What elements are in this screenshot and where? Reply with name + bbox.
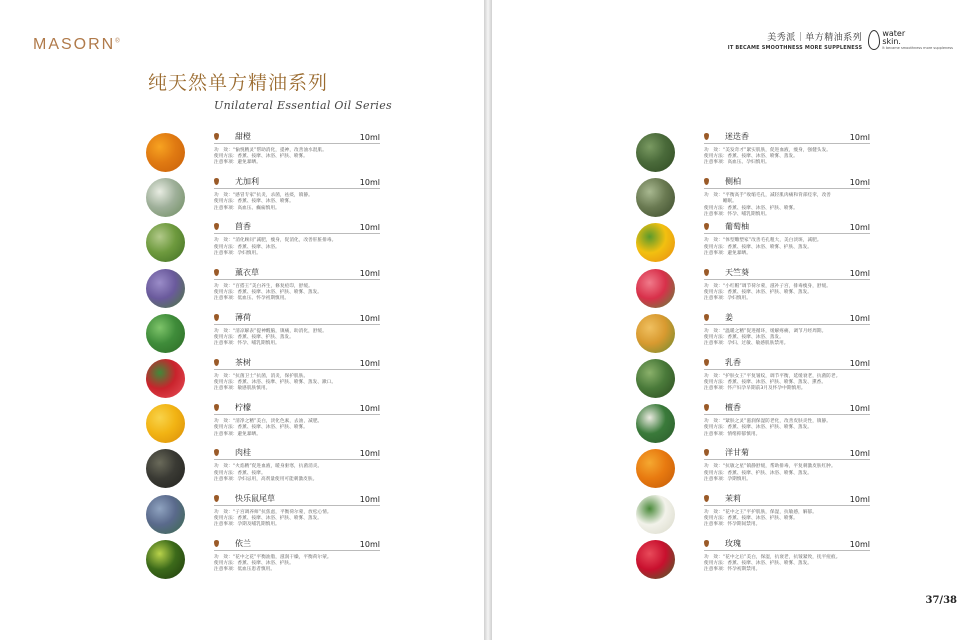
oil-description-line: 注意事项：孕妇忌用，高剂量使用可能刺激皮肤。 (214, 476, 318, 482)
oil-drop-icon (214, 269, 219, 276)
oil-volume: 10ml (359, 223, 380, 233)
brand-logo: MASORN® (33, 36, 120, 53)
oil-photo (146, 133, 185, 172)
oil-description-line: 功 效：“愉悦精灵”帮助消化，提神，改善油水混肌。 (214, 148, 327, 153)
oil-description-line: 使用方法：香薰、按摩、沐浴、蒸发。 (704, 334, 784, 340)
oil-photo (146, 404, 185, 443)
oil-volume: 10ml (849, 449, 870, 459)
oil-photo (146, 540, 185, 579)
oil-description-line: 功 效：“花中之后”美白，保湿，抗衰老，抗皱紧致，抚平痘痕。 (704, 554, 841, 560)
oil-name: 玫瑰 (725, 538, 741, 548)
oil-photo (636, 133, 675, 172)
oil-description (214, 193, 380, 212)
oil-description (704, 555, 870, 574)
oil-name: 侧柏 (725, 177, 741, 187)
oil-description-line: 注意事项：孕妇、过敏、敏感肌肤禁用。 (704, 341, 789, 347)
oil-drop-icon (214, 359, 219, 366)
oil-drop-icon (214, 449, 219, 456)
oil-description (704, 374, 870, 393)
oil-header (704, 402, 870, 415)
oil-header (704, 538, 870, 551)
left-page (0, 0, 484, 640)
oil-description-line: 使用方法：香薰、按摩、沐浴、护肤、喷雾、蒸发。 (214, 289, 322, 295)
oil-description (704, 464, 870, 483)
oil-description (704, 284, 870, 303)
oil-drop-icon (214, 133, 219, 140)
oil-photo (146, 269, 185, 308)
oil-description-line: 注意事项：怀孕、哺乳期慎用。 (214, 341, 280, 347)
page-number: 37/38 (925, 595, 957, 606)
oil-description-line: 功 效：“温暖之精”促进循环，缓解疼痛，调节月经周期。 (704, 328, 827, 334)
oil-photo (146, 449, 185, 488)
oil-photo (636, 269, 675, 308)
oil-name: 茶树 (235, 357, 251, 367)
oil-drop-icon (704, 359, 709, 366)
oil-description-line: 使用方法：香薰、按摩、沐浴、护肤、喷雾。 (214, 154, 308, 160)
oil-volume: 10ml (849, 404, 870, 414)
oil-name: 尤加利 (235, 177, 259, 187)
oil-description (704, 510, 870, 529)
oil-description (704, 329, 870, 348)
oil-volume: 10ml (359, 268, 380, 278)
oil-photo (636, 359, 675, 398)
oil-volume: 10ml (849, 133, 870, 142)
oil-photo (636, 178, 675, 217)
oil-volume: 10ml (849, 223, 870, 233)
oil-drop-icon (704, 223, 709, 230)
oil-description (214, 419, 380, 438)
oil-description-line: 使用方法：香薰、按摩。 (214, 470, 266, 476)
oil-description (214, 284, 380, 303)
oil-description-line: 注意事项：高血压、孕妇慎用。 (704, 160, 770, 166)
oil-drop-icon (214, 178, 219, 185)
oil-description-line: 使用方法：香薰、按摩、沐浴、喷雾、护肤、蒸发。 (704, 244, 812, 250)
oil-description-line: 注意事项：避免暴晒。 (704, 250, 751, 256)
brand-slogan: IT BECAME SMOOTHNESS MORE SUPPLENESS (727, 45, 863, 51)
oil-volume: 10ml (359, 539, 380, 549)
oil-name: 洋甘菊 (725, 448, 749, 458)
oil-description-line: 使用方法：香薰、按摩、沐浴、护肤、喷雾、蒸发。 (214, 515, 322, 521)
oil-photo (636, 404, 675, 443)
oil-name: 肉桂 (235, 448, 251, 458)
oil-drop-icon (704, 133, 709, 140)
oil-description-line: 功 效：“消化顾问”减肥，瘦身，促消化，改善肝脏排毒。 (214, 238, 337, 244)
logo-word-water: water (882, 29, 906, 38)
oil-description-line: 功 效：“清凉解表”提神醒脑，镇痛，助消化，舒缓。 (214, 328, 327, 334)
oil-header (214, 538, 380, 551)
oil-volume: 10ml (359, 404, 380, 414)
oil-description-line: 使用方法：香薰、按摩、沐浴。 (214, 244, 280, 250)
oil-description-line: 使用方法：香薰、按摩、沐浴、护肤、喷雾、蒸发。 (704, 425, 812, 431)
oil-description-line: 使用方法：香薰、按摩、沐浴、护肤、喷雾、蒸发。 (704, 560, 812, 566)
page-title: 纯天然单方精油系列 (148, 72, 329, 94)
oil-description-line: 注意事项：孕期及哺乳期慎用。 (214, 521, 280, 527)
oil-photo (146, 314, 185, 353)
oil-description-line: 注意事项：孕妇慎用。 (214, 250, 261, 256)
right-page (492, 0, 977, 640)
oil-description (214, 374, 380, 393)
oil-name: 迷迭香 (725, 132, 749, 141)
oil-description-line: 功 效：“抗菌卫士”抗菌，消炎，保护肌肤。 (214, 373, 309, 379)
oil-volume: 10ml (359, 449, 380, 459)
logo-tagline: It became smoothness more suppleness (882, 46, 953, 50)
oil-photo (146, 223, 185, 262)
oil-description-line: 功 效：“感冒专家”抗炎，杀菌，祛痰，镇静。 (214, 193, 313, 199)
oil-description (704, 193, 870, 218)
oil-drop-icon (704, 540, 709, 547)
oil-drop-icon (214, 404, 219, 411)
oil-header (214, 402, 380, 415)
oil-description-line: 使用方法：香薰、按摩、沐浴、护肤、喷雾、蒸发。 (704, 289, 812, 295)
oil-drop-icon (704, 404, 709, 411)
oil-description-line: 注意事项：敏感肌肤慎用。 (214, 386, 271, 392)
oil-description-line: 功 效：“抗敏之星”镇静舒缓，帮助排毒，平复刺激皮肤红肿。 (704, 464, 836, 470)
oil-description-line: 功 效：“平衡高手”收缩毛孔，减轻肌肉痛和背部痉挛，改善 (704, 193, 831, 199)
oil-photo (636, 449, 675, 488)
oil-photo (146, 178, 185, 217)
oil-name: 檀香 (725, 403, 741, 413)
oil-name: 薄荷 (235, 312, 251, 322)
oil-header (214, 493, 380, 506)
logo-word-skin: skin. (882, 37, 901, 46)
oil-volume: 10ml (359, 358, 380, 368)
oil-description-line: 注意事项：怀产妇孕早期前3月及怀孕中期慎用。 (704, 386, 806, 392)
oil-header (704, 447, 870, 460)
oil-drop-icon (704, 314, 709, 321)
oil-description-line: 功 效：“百搭王”美白养生，修复痘印，舒缓。 (214, 283, 313, 289)
oil-header (214, 267, 380, 280)
oil-description (214, 329, 380, 348)
oil-name: 柠檬 (235, 403, 251, 413)
oil-description-line: 睡眠。 (704, 199, 737, 205)
oil-description-line: 使用方法：香薰、按摩、沐浴、护肤、喷雾、蒸发、熏香。 (704, 380, 827, 386)
oil-volume: 10ml (849, 178, 870, 188)
oil-drop-icon (704, 449, 709, 456)
oil-name: 依兰 (235, 538, 251, 548)
oil-description-line: 使用方法：香薰、按摩、护肤、蒸发。 (214, 334, 294, 340)
oil-description-line: 注意事项：孕妇慎用。 (704, 295, 751, 301)
oil-description-line: 使用方法：香薰、按摩、护肤、沐浴、喷雾、蒸发。 (704, 470, 812, 476)
oil-description (704, 419, 870, 438)
oil-header (704, 493, 870, 506)
oil-photo (636, 223, 675, 262)
oil-volume: 10ml (359, 133, 380, 142)
oil-drop-icon (214, 540, 219, 547)
oil-header (704, 176, 870, 189)
oil-volume: 10ml (359, 494, 380, 504)
oil-description-line: 使用方法：香薰、按摩、沐浴、喷雾。 (214, 199, 294, 205)
oil-description-line: 注意事项：孕期慎用。 (704, 476, 751, 482)
oil-header (704, 312, 870, 325)
water-skin-logo (868, 30, 953, 50)
book-spine (484, 0, 492, 640)
oil-description-line: 功 效：“火焰精”促进血液，暖身驱寒，抗菌消炎。 (214, 464, 323, 470)
oil-description-line: 使用方法：香薰、按摩、沐浴、护肤。 (214, 560, 294, 566)
oil-description-line: 注意事项：避免暴晒。 (214, 431, 261, 437)
oil-drop-icon (704, 495, 709, 502)
oil-description-line: 功 效：“美发奇才”紧实肌肤，促进血液，瘦身，强健头发。 (704, 148, 831, 153)
oil-volume: 10ml (849, 268, 870, 278)
oil-description-line: 功 效：“花中之王”平护肌肤，保湿，抗敏感，解郁。 (704, 509, 817, 515)
oil-header (214, 357, 380, 370)
oil-description (704, 148, 870, 167)
page-subtitle: Unilateral Essential Oil Series (214, 99, 392, 112)
oil-header (704, 267, 870, 280)
oil-drop-icon (704, 178, 709, 185)
oil-photo (636, 314, 675, 353)
oil-name: 乳香 (725, 357, 741, 367)
oil-volume: 10ml (849, 494, 870, 504)
oil-photo (146, 359, 185, 398)
oil-header (704, 357, 870, 370)
oil-description (214, 148, 380, 167)
oil-description-line: 使用方法：香薰、按摩、沐浴、喷雾、蒸发。 (704, 154, 798, 160)
oil-drop-icon (704, 269, 709, 276)
oil-description (704, 238, 870, 257)
oil-description-line: 功 效：“护肤女王”平复皱纹，调节平衡，延缓衰老，抗菌防老。 (704, 373, 841, 379)
oil-description-line: 功 效：“清净之精”美白，淡化色素，去油，减肥。 (214, 419, 323, 425)
oil-description-line: 注意事项：低血压患者慎用。 (214, 567, 276, 573)
oil-header (214, 221, 380, 234)
oil-name: 姜 (725, 312, 733, 322)
oil-name: 天竺葵 (725, 267, 749, 277)
oil-header (704, 221, 870, 234)
oil-header (214, 312, 380, 325)
oil-description (214, 510, 380, 529)
oil-description-line: 功 效：“小红帽”调节荷尔蒙，滋补子宫，排毒瘦身，舒缓。 (704, 283, 831, 289)
oil-name: 薰衣草 (235, 267, 259, 277)
oil-description-line: 注意事项：怀孕初期禁用。 (704, 567, 761, 573)
oil-description-line: 使用方法：香薰、沐浴、按摩、护肤、喷雾、蒸发、漱口。 (214, 380, 337, 386)
oil-name: 茴香 (235, 222, 251, 232)
oil-description (214, 238, 380, 257)
oil-name: 葡萄柚 (725, 222, 749, 232)
oil-volume: 10ml (359, 313, 380, 323)
brand-series-title: 美秀派｜单方精油系列 (767, 33, 863, 43)
oil-photo (636, 495, 675, 534)
oil-description-line: 注意事项：低血压、怀孕初期慎用。 (214, 295, 290, 301)
oil-photo (636, 540, 675, 579)
oil-name: 甜橙 (235, 132, 251, 141)
oil-header (704, 131, 870, 144)
oil-description-line: 注意事项：情绪抑郁慎用。 (704, 431, 761, 437)
oil-volume: 10ml (359, 178, 380, 188)
water-drop-icon (868, 30, 880, 50)
oil-description (214, 464, 380, 483)
oil-header (214, 447, 380, 460)
oil-description-line: 注意事项：怀孕期间禁用。 (704, 521, 761, 527)
oil-header (214, 176, 380, 189)
oil-description-line: 注意事项：高血压、癫痫慎用。 (214, 205, 280, 211)
oil-description-line: 功 效：“紧肤之灵”滋润保湿防老化，改善皮肤炎性，镇静。 (704, 419, 831, 425)
oil-volume: 10ml (849, 313, 870, 323)
oil-volume: 10ml (849, 539, 870, 549)
oil-drop-icon (214, 495, 219, 502)
oil-description-line: 使用方法：香薰、按摩、沐浴、护肤、喷雾。 (704, 205, 798, 211)
oil-description-line: 使用方法：香薰、按摩、沐浴、护肤、喷雾。 (704, 515, 798, 521)
brand-header (728, 30, 953, 51)
oil-description-line: 注意事项：怀孕、哺乳期慎用。 (704, 211, 770, 217)
oil-drop-icon (214, 314, 219, 321)
oil-drop-icon (214, 223, 219, 230)
oil-header (214, 131, 380, 144)
oil-description-line: 使用方法：香薰、按摩、沐浴、护肤、喷雾。 (214, 425, 308, 431)
oil-volume: 10ml (849, 358, 870, 368)
oil-description-line: 功 效：“子宫调养师”抗焦虑，平衡荷尔蒙，放松心情。 (214, 509, 332, 515)
oil-name: 快乐鼠尾草 (235, 493, 275, 503)
oil-description-line: 功 效：“花中之花”平衡油脂，滋润干燥，平衡荷尔蒙。 (214, 554, 332, 560)
oil-description (214, 555, 380, 574)
oil-description-line: 功 效：“体型雕塑家”改善毛孔粗大，美白淡斑，减肥。 (704, 238, 822, 244)
oil-description-line: 注意事项：避免暴晒。 (214, 160, 261, 166)
oil-photo (146, 495, 185, 534)
oil-name: 茉莉 (725, 493, 741, 503)
